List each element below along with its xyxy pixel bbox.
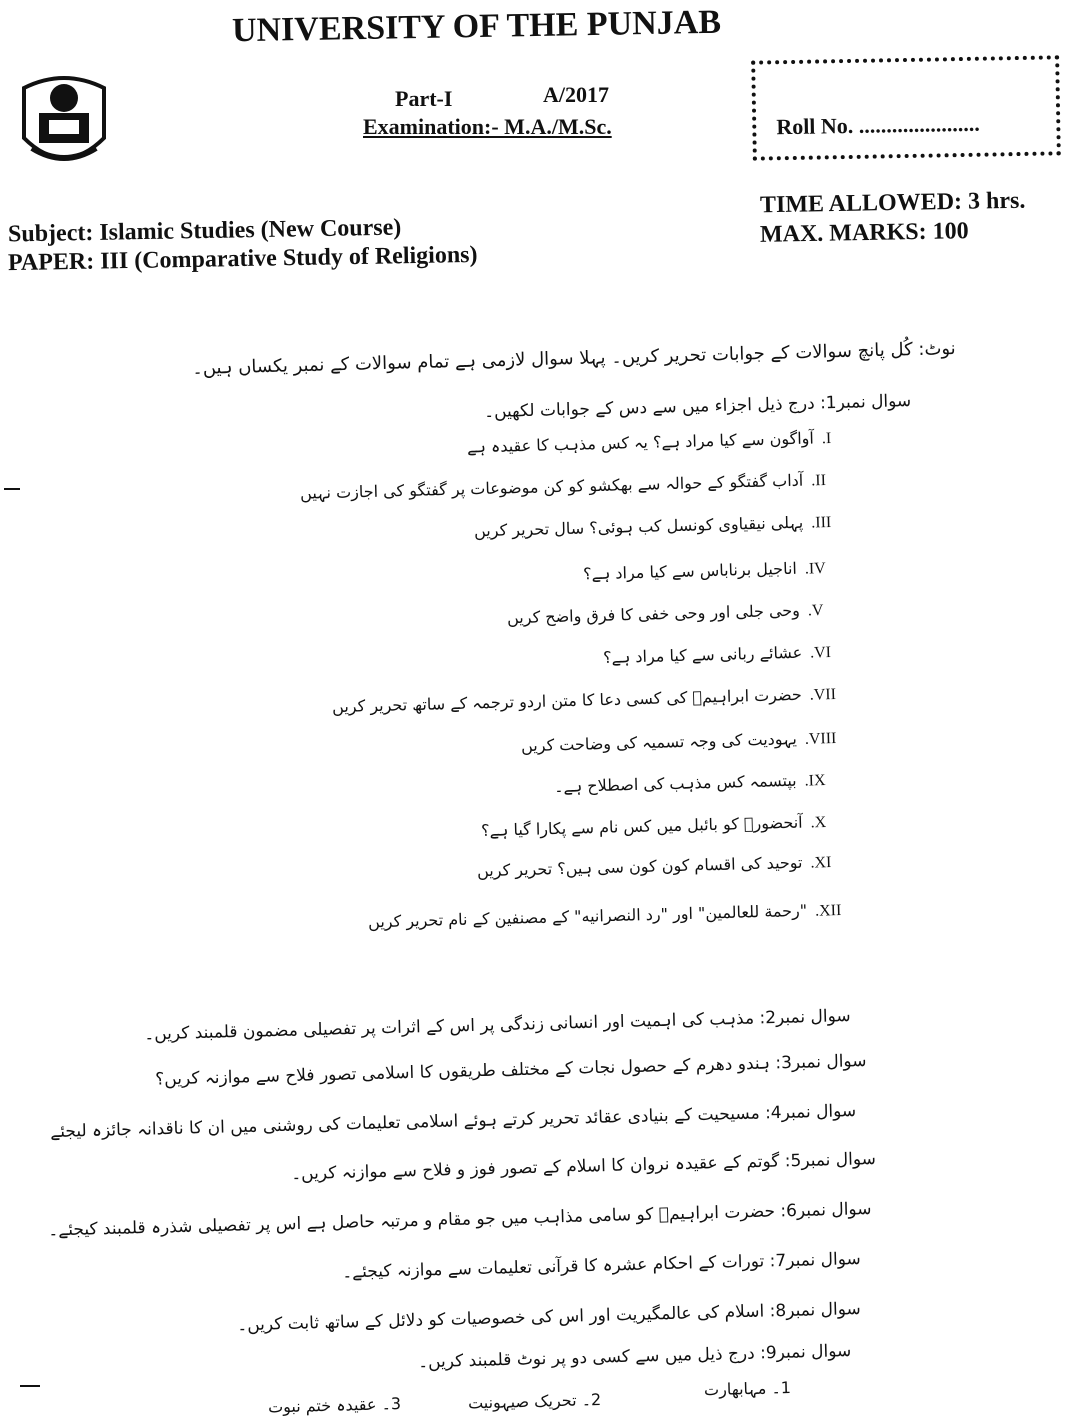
question-6: سوال نمبر6: حضرت ابراہیمؑ کو سامی مذاہب میں جو مقام و مرتبہ حاصل ہے اس پر تفصیلی شذرہ قلمبند کیجئے۔	[47, 1199, 872, 1241]
question-9: سوال نمبر9: درج ذیل میں سے کسی دو پر نوٹ قلمبند کریں۔	[417, 1341, 852, 1373]
item-text: توحید کی اقسام کون کون سی ہیں؟ تحریر کریں	[476, 852, 803, 881]
question-7: سوال نمبر7: تورات کے احکام عشرہ کا قرآنی تعلیمات سے موازنہ کیجئے۔	[342, 1249, 862, 1283]
item-text: آداب گفتگو کے حوالہ سے بھکشو کو کن موضوعات پر گفتگو کی اجازت نہیں	[300, 470, 804, 503]
question-3: سوال نمبر3: ہندو دھرم کے حصول نجات کے مختلف طریقوں کا اسلامی تصور فلاح سے موازنہ کریں؟	[154, 1051, 867, 1090]
item-number: IX.	[804, 772, 827, 790]
item-text: وحی جلی اور وحی خفی کا فرق واضح کریں	[506, 600, 800, 628]
item-number: XII.	[814, 902, 842, 920]
question-2: سوال نمبر2: مذہب کی اہمیت اور انسانی زندگی پر اس کے اثرات پر تفصیلی مضمون قلمبند کریں۔	[144, 1006, 852, 1045]
scan-mark	[20, 1385, 40, 1387]
q1-item	[467, 428, 832, 458]
instructions-note: نوٹ: کُل پانچ سوالات کے جوابات تحریر کریں۔ پہلا سوال لازمی ہے تمام سوالات کے نمبر یکساں ہیں۔	[192, 338, 957, 379]
q1-item	[476, 852, 831, 881]
question-4: سوال نمبر4: مسیحیت کے بنیادی عقائد تحریر کرتے ہوئے اسلامی تعلیمات کی روشنی میں ان کا ناقدانہ جائزہ لیجئے	[49, 1101, 857, 1143]
item-text: "رحمة للعالمين" اور "رد النصرانيه" کے مصنفین کے نام تحریر کریں	[367, 900, 808, 932]
paper-title: PAPER: III (Comparative Study of Religions)	[7, 241, 478, 277]
item-number: I.	[821, 430, 832, 448]
max-marks: MAX. MARKS: 100	[759, 218, 969, 248]
q1-item	[474, 512, 832, 541]
item-number: VIII.	[804, 730, 837, 748]
item-number: II.	[811, 472, 827, 490]
q9-option: 1۔ مہابھارت	[703, 1378, 792, 1400]
question-1-prompt: سوال نمبر1: درج ذیل اجزاء میں سے دس کے جوابات لکھیں۔	[483, 391, 912, 423]
roll-number-box	[751, 55, 1061, 160]
item-text: عشائے ربانی سے کیا مراد ہے؟	[602, 642, 803, 667]
university-title: UNIVERSITY OF THE PUNJAB	[231, 3, 722, 50]
exam-part: Part-I	[395, 86, 453, 111]
item-number: XI.	[809, 854, 832, 872]
item-text: پہلی نیقیاوی کونسل کب ہوئی؟ سال تحریر کریں	[473, 512, 804, 541]
subject: Subject: Islamic Studies (New Course)	[7, 214, 402, 248]
item-number: V.	[807, 602, 824, 620]
item-number: VII.	[809, 686, 837, 704]
item-number: IV.	[804, 560, 827, 578]
item-number: III.	[810, 514, 832, 532]
q1-item	[603, 642, 831, 668]
q1-item	[554, 770, 826, 797]
q9-option: 3۔ عقیدہ ختم نبوت	[267, 1394, 402, 1417]
item-text: اناجیل برناباس سے کیا مراد ہے؟	[583, 558, 798, 584]
q9-option: 2۔ تحریک صیہونیت	[467, 1390, 602, 1413]
q1-item	[583, 558, 826, 584]
item-number: X.	[810, 814, 827, 832]
q1-item	[506, 600, 823, 628]
exam-session: A/2017	[543, 82, 609, 107]
q1-item	[481, 812, 827, 841]
item-text: آنحضورؐ کو بائبل میں کس نام سے پکارا گیا ہے؟	[480, 812, 803, 841]
time-allowed: TIME ALLOWED: 3 hrs.	[759, 187, 1026, 219]
university-logo	[14, 68, 114, 178]
item-text: یہودیت کی وجہ تسمیہ کی وضاحت کریں	[520, 729, 797, 756]
item-text: بپتسمہ کس مذہب کی اصطلاح ہے۔	[554, 770, 798, 797]
question-5: سوال نمبر5: گوتم کے عقیدہ نروان کا اسلام کے تصور فوز و فلاح سے موازنہ کریں۔	[291, 1149, 877, 1185]
examination-name: Examination:- M.A./M.Sc.	[363, 114, 612, 139]
q1-item	[520, 728, 836, 756]
q1-item	[368, 900, 842, 932]
scan-mark	[4, 488, 20, 490]
item-text: آواگون سے کیا مراد ہے؟ یہ کس مذہب کا عقیدہ ہے	[466, 428, 814, 457]
q1-item	[300, 470, 826, 504]
item-text: حضرت ابراہیمؑ کی کسی دعا کا متن اردو ترجمہ کے ساتھ تحریر کریں	[331, 684, 803, 717]
q1-item	[332, 684, 836, 717]
item-number: VI.	[809, 644, 832, 662]
question-8: سوال نمبر8: اسلام کی عالمگیریت اور اس کی خصوصیات کو دلائل کے ساتھ ثابت کریں۔	[237, 1299, 862, 1336]
roll-number-field: Roll No. ......................	[776, 110, 980, 140]
